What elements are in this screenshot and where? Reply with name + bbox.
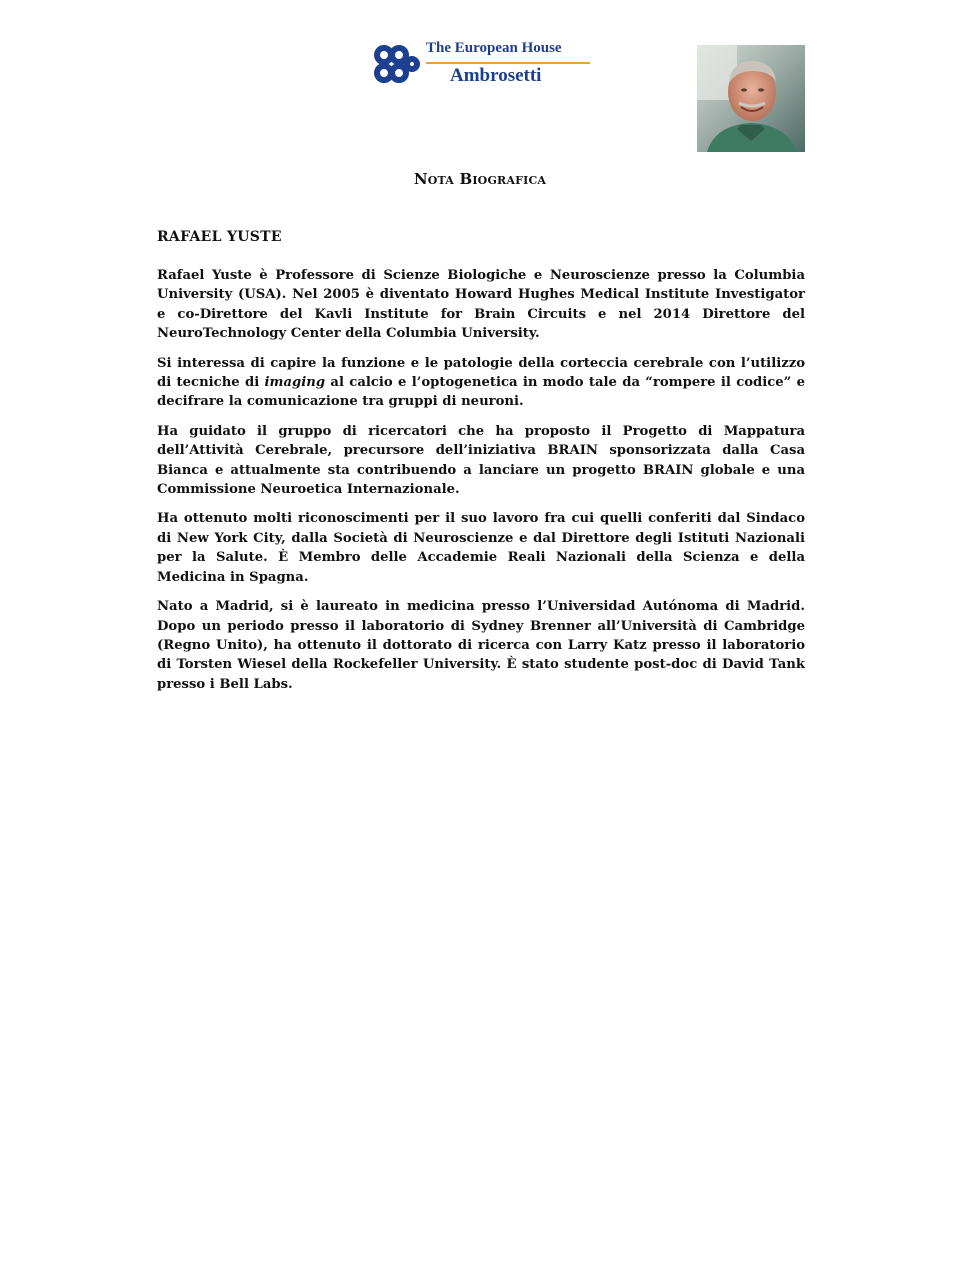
logo-text-line2: Ambrosetti bbox=[450, 65, 542, 86]
logo-divider bbox=[426, 62, 590, 64]
portrait-image bbox=[697, 45, 805, 152]
paragraph-text: Si interessa di capire la funzione e le patologie della corteccia cerebrale con l’utilizzo di tecniche di bbox=[157, 355, 805, 391]
biography-paragraph: Nato a Madrid, si è laureato in medicina presso l’Universidad Autónoma di Madrid. Dopo un periodo presso il laboratorio di Sydney Brenner all’Università di Cambridge (Regno Unito), ha ottenuto il dottorato di ricerca con Larry Katz presso il laboratorio di Torsten Wiesel della Rockefeller University. È stato studente post-doc di David Tank presso i Bell Labs. bbox=[157, 599, 805, 692]
biography-paragraph: Ha guidato il gruppo di ricercatori che ha proposto il Progetto di Mappatura dell’Attività Cerebrale, precursore dell’iniziativa BRAIN sponsorizzata dalla Casa Bianca e attualmente sta contribuendo a lanciare un progetto BRAIN globale e una Commissione Neuroetica Internazionale. bbox=[157, 423, 805, 498]
emphasis-text: imaging bbox=[264, 375, 326, 391]
portrait-photo bbox=[697, 45, 805, 152]
biography-paragraph: Rafael Yuste è Professore di Scienze Biologiche e Neuroscienze presso la Columbia University (USA). Nel 2005 è diventato Howard Hughes Medical Institute Investigator e co-Direttore del Kavli Institute for Brain Circuits e nel 2014 Direttore del NeuroTechnology Center della Columbia University. bbox=[157, 268, 805, 342]
biography-body bbox=[157, 266, 805, 704]
ambrosetti-logo-icon bbox=[372, 42, 420, 86]
biography-paragraph bbox=[157, 354, 805, 412]
paragraph-text: al calcio e l’optogenetica in modo tale da “rompere il codice” e decifrare la comunicazione tra gruppi di neuroni. bbox=[157, 375, 805, 410]
biography-paragraph: Ha ottenuto molti riconoscimenti per il suo lavoro fra cui quelli conferiti dal Sindaco di New York City, dalla Società di Neuroscienze e dal Direttore degli Istituti Nazionali per la Salute. È Membro delle Accademie Reali Nazionali della Scienza e della Medicina in Spagna. bbox=[157, 511, 805, 585]
logo-text-line1: The European House bbox=[426, 40, 562, 56]
document-title: Nota Biografica bbox=[413, 170, 547, 188]
person-name: RAFAEL YUSTE bbox=[157, 229, 282, 245]
company-logo bbox=[372, 40, 592, 90]
